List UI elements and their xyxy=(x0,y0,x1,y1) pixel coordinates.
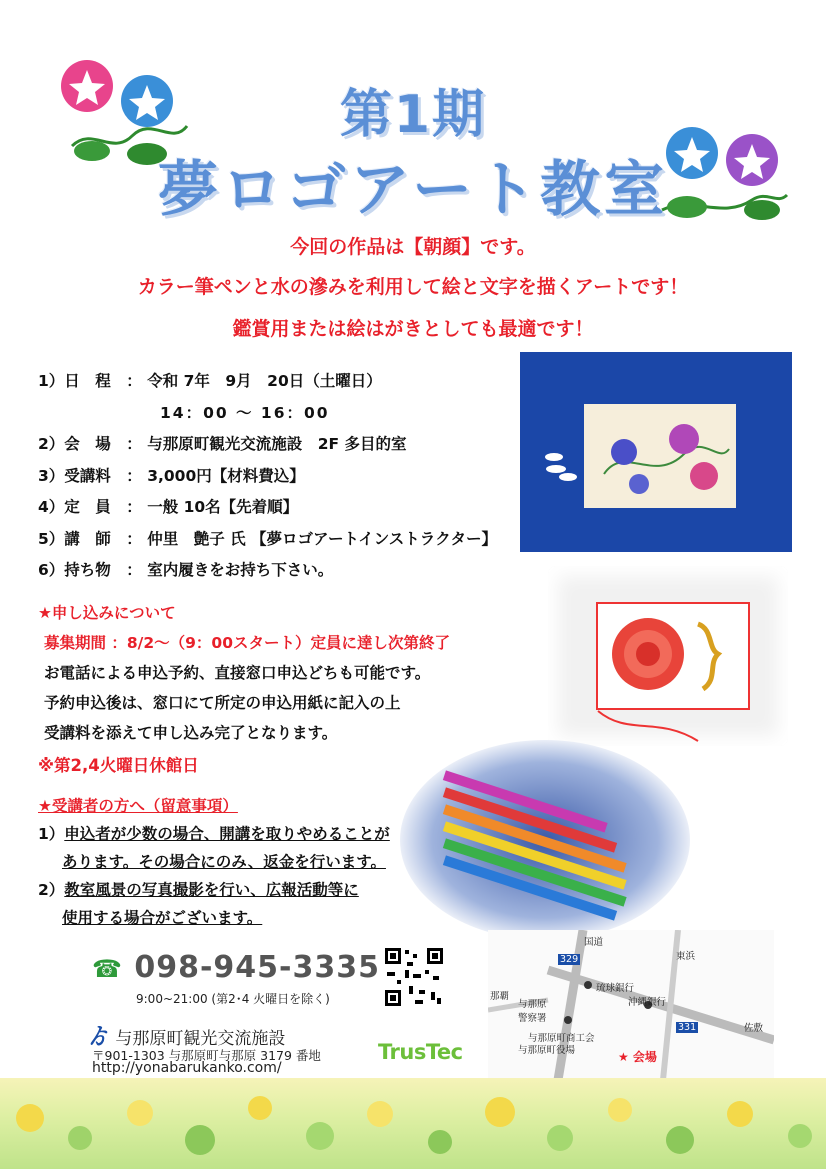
artwork-photo-postcard xyxy=(520,352,792,552)
website-link[interactable]: http://yonabarukanko.com/ xyxy=(92,1060,282,1076)
detail-row-capacity: 4）定 員 ： 一般 10名【先着順】 xyxy=(38,498,299,516)
note-item-1: 1）申込者が少数の場合、開講を取りやめることが xyxy=(38,825,390,843)
map-label-police: 警察署 xyxy=(518,1013,547,1024)
application-line-1: お電話による申込予約、直接窓口申込どちも可能です。 xyxy=(44,664,431,682)
phone-icon: ☎ xyxy=(92,955,123,983)
sponsor-logo: TrusTec xyxy=(378,1040,463,1064)
artwork-photo-flower-card xyxy=(548,566,788,746)
map-label-okinawa-bank: 沖縄銀行 xyxy=(628,997,667,1008)
application-period: 募集期間 ：8/2～（9：00スタート）定員に達し次第終了 xyxy=(44,634,450,652)
map-label-route-329: 329 xyxy=(560,954,579,965)
map-label-town-hall: 与那原町役場 xyxy=(518,1045,576,1056)
map-label-higashihama: 東浜 xyxy=(676,951,696,962)
brush-pens-photo xyxy=(400,740,690,940)
application-heading: ★申し込みについて xyxy=(38,604,176,622)
organization-logo-icon: ゟ xyxy=(88,1025,111,1050)
closed-days-note: ※第2,4火曜日休館日 xyxy=(38,756,199,775)
page-title-term: 第1期 xyxy=(339,85,487,145)
application-line-2: 予約申込後は、窓口にて所定の申込用紙に記入の上 xyxy=(44,694,401,712)
detail-row-fee: 3）受講料 ： 3,000円【材料費込】 xyxy=(38,466,305,485)
intro-line-1: 今回の作品は【朝顔】です。 xyxy=(290,236,536,258)
organization-name: ゟ 与那原町観光交流施設 xyxy=(88,1025,286,1050)
event-details xyxy=(38,366,497,587)
map-label-route-331: 331 xyxy=(678,1022,697,1033)
detail-row-instructor: 5）講 師 ： 仲里 艶子 氏 【夢ロゴアートインストラクター】 xyxy=(38,529,497,548)
map-label-ryukyu-bank: 琉球銀行 xyxy=(596,983,635,994)
note-item-2-cont: 使用する場合がございます。 xyxy=(62,909,263,927)
detail-row-time: 14：00 ～ 16：00 xyxy=(160,403,330,422)
map-venue-marker: ★ 会場 xyxy=(618,1050,657,1064)
map-label-chamber: 与那原町商工会 xyxy=(528,1033,595,1044)
detail-row-bring: 6）持ち物 ： 室内履きをお持ち下さい。 xyxy=(38,561,334,579)
application-info xyxy=(38,598,450,748)
note-item-1-cont: あります。その場合にのみ、返金を行います。 xyxy=(62,853,386,871)
leaf-decoration-icon xyxy=(544,447,580,483)
qr-code[interactable] xyxy=(383,946,445,1008)
postcard-artwork xyxy=(584,404,736,508)
opening-hours: 9:00~21:00 (第2･4 火曜日を除く) xyxy=(136,992,330,1006)
access-map xyxy=(488,930,774,1080)
notes-heading: ★受講者の方へ（留意事項） xyxy=(38,797,238,815)
intro-line-2: カラー筆ペンと水の滲みを利用して絵と文字を描くアートです！ xyxy=(137,276,689,298)
flower-card-artwork xyxy=(596,602,750,710)
map-label-naha: 那覇 xyxy=(490,991,510,1002)
map-label-sashiki: 佐敷 xyxy=(744,1023,764,1034)
address: 〒901-1303 与那原町与那原 3179 番地 xyxy=(92,1048,321,1063)
intro-line-3: 鑑賞用または絵はがきとしても最適です！ xyxy=(232,318,594,340)
detail-row-venue: 2）会 場 ： 与那原町観光交流施設 2F 多目的室 xyxy=(38,435,407,453)
page-title: 夢ロゴアート教室 xyxy=(157,155,669,225)
detail-row-date: 1）日 程 ： 令和 7年 9月 20日（土曜日） xyxy=(38,372,382,390)
phone-number[interactable]: ☎ 098-945-3335 xyxy=(92,950,381,985)
application-line-3: 受講料を添えて申し込み完了となります。 xyxy=(44,724,338,742)
participant-notes xyxy=(38,792,390,932)
note-item-2: 2）教室風景の写真撮影を行い、広報活動等に xyxy=(38,881,359,899)
map-label-yonabaru: 与那原 xyxy=(518,999,547,1010)
map-label-kokudo: 国道 xyxy=(584,937,604,948)
decorative-flower-border xyxy=(0,1078,826,1169)
